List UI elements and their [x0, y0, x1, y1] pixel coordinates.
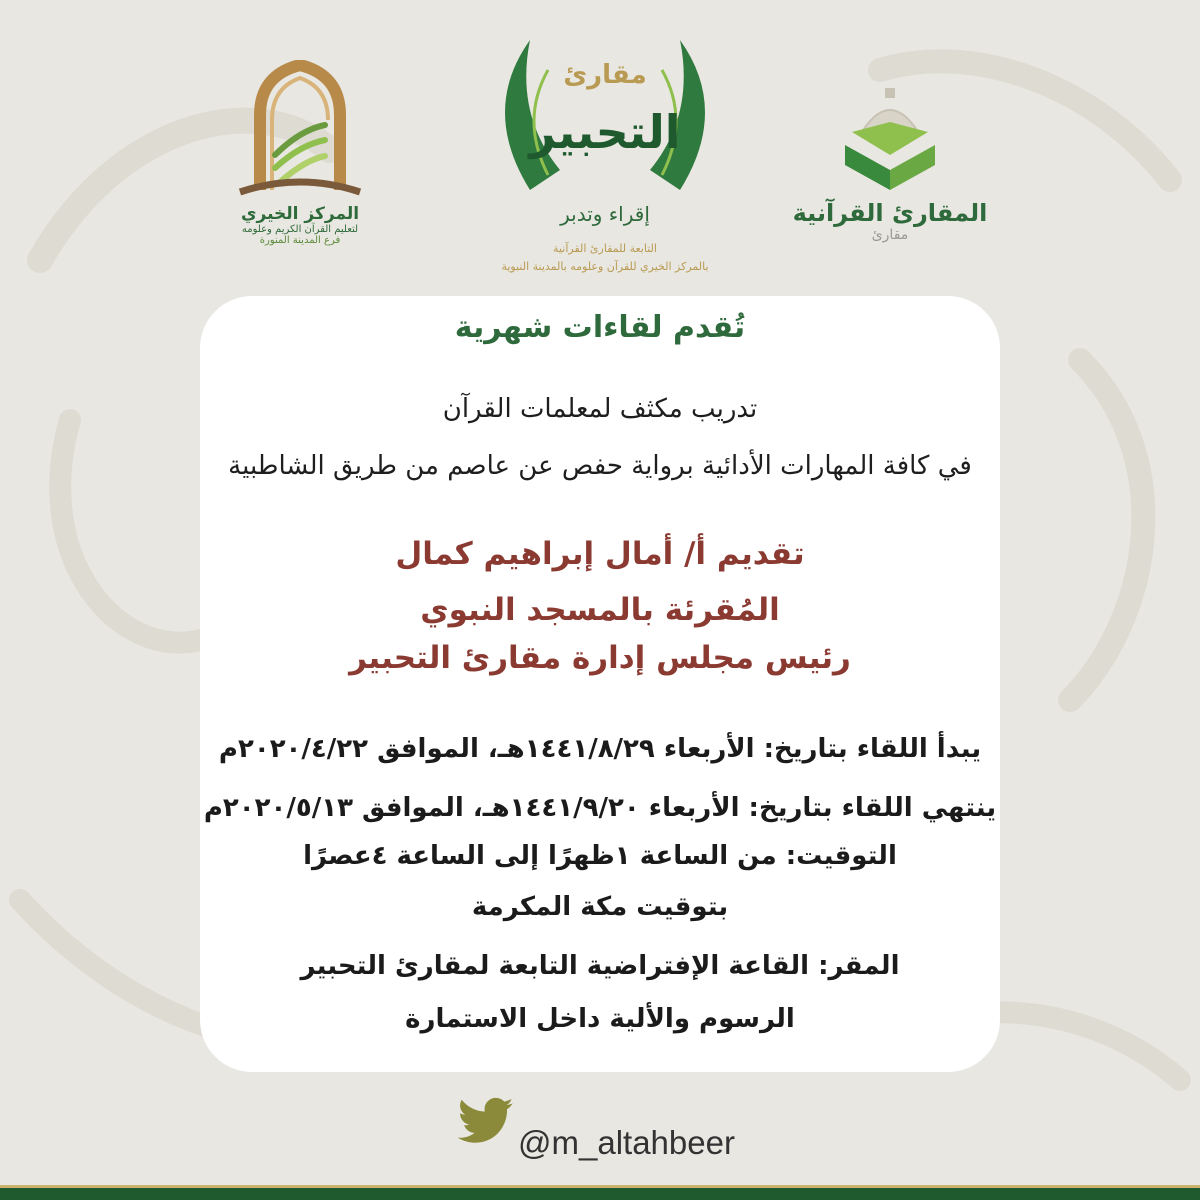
presenter-title: المُقرئة بالمسجد النبوي — [420, 592, 780, 628]
charity-center-name: المركز الخيري — [240, 204, 360, 224]
end-date: ينتهي اللقاء بتاريخ: الأربعاء ١٤٤١/٩/٢٠هـ، الموافق ٢٠٢٠/٥/١٣م — [203, 793, 997, 823]
announcement-card — [200, 296, 1000, 1072]
twitter-bird-icon — [458, 1096, 514, 1146]
altahbeer-line2: بالمركز الخيري للقرآن وعلومه بالمدينة النبوية — [501, 260, 709, 273]
altahbeer-big-title: التحبير — [529, 105, 681, 159]
altahbeer-line1: التابعة للمقارئ القرآنية — [553, 242, 657, 255]
charity-center-line1: لتعليم القرآن الكريم وعلومه — [241, 224, 359, 235]
start-date: يبدأ اللقاء بتاريخ: الأربعاء ١٤٤١/٨/٢٩هـ، الموافق ٢٠٢٠/٤/٢٢م — [218, 734, 982, 764]
quranic-maqari-title: المقارئ القرآنية — [792, 199, 988, 227]
quranic-maqari-sub: مقارئ — [871, 227, 909, 243]
twitter-handle-text[interactable]: @m_altahbeer — [518, 1124, 735, 1161]
quranic-maqari-logo — [790, 80, 990, 280]
time-info: التوقيت: من الساعة ١ظهرًا إلى الساعة ٤عصرًا — [303, 841, 897, 871]
venue-info: المقر: القاعة الإفتراضية التابعة لمقارئ التحبير — [300, 951, 900, 981]
fees-info: الرسوم والألية داخل الاستمارة — [405, 1004, 795, 1034]
timezone-info: بتوقيت مكة المكرمة — [471, 892, 729, 922]
intro-line: في كافة المهارات الأدائية برواية حفص عن عاصم من طريق الشاطبية — [228, 451, 972, 481]
intro-line: تدريب مكثف لمعلمات القرآن — [442, 394, 758, 424]
charity-center-logo — [200, 60, 400, 280]
altahbeer-small-title: مقارئ — [563, 60, 647, 90]
charity-center-line2: فرع المدينة المنورة — [259, 235, 341, 246]
maqari-altahbeer-logo — [460, 20, 750, 280]
charity-center-emblem-icon — [200, 60, 400, 200]
altahbeer-tagline: إقراء وتدبر — [560, 202, 650, 226]
quran-book-icon — [790, 80, 990, 195]
logo-header — [0, 0, 1200, 300]
presenter-role: رئيس مجلس إدارة مقارئ التحبير — [349, 640, 851, 676]
card-heading: تُقدم لقاءات شهرية — [454, 310, 746, 345]
twitter-handle-link[interactable] — [458, 1096, 778, 1166]
presenter-name: تقديم أ/ أمال إبراهيم كمال — [395, 536, 805, 572]
bottom-green-bar — [0, 1188, 1200, 1200]
